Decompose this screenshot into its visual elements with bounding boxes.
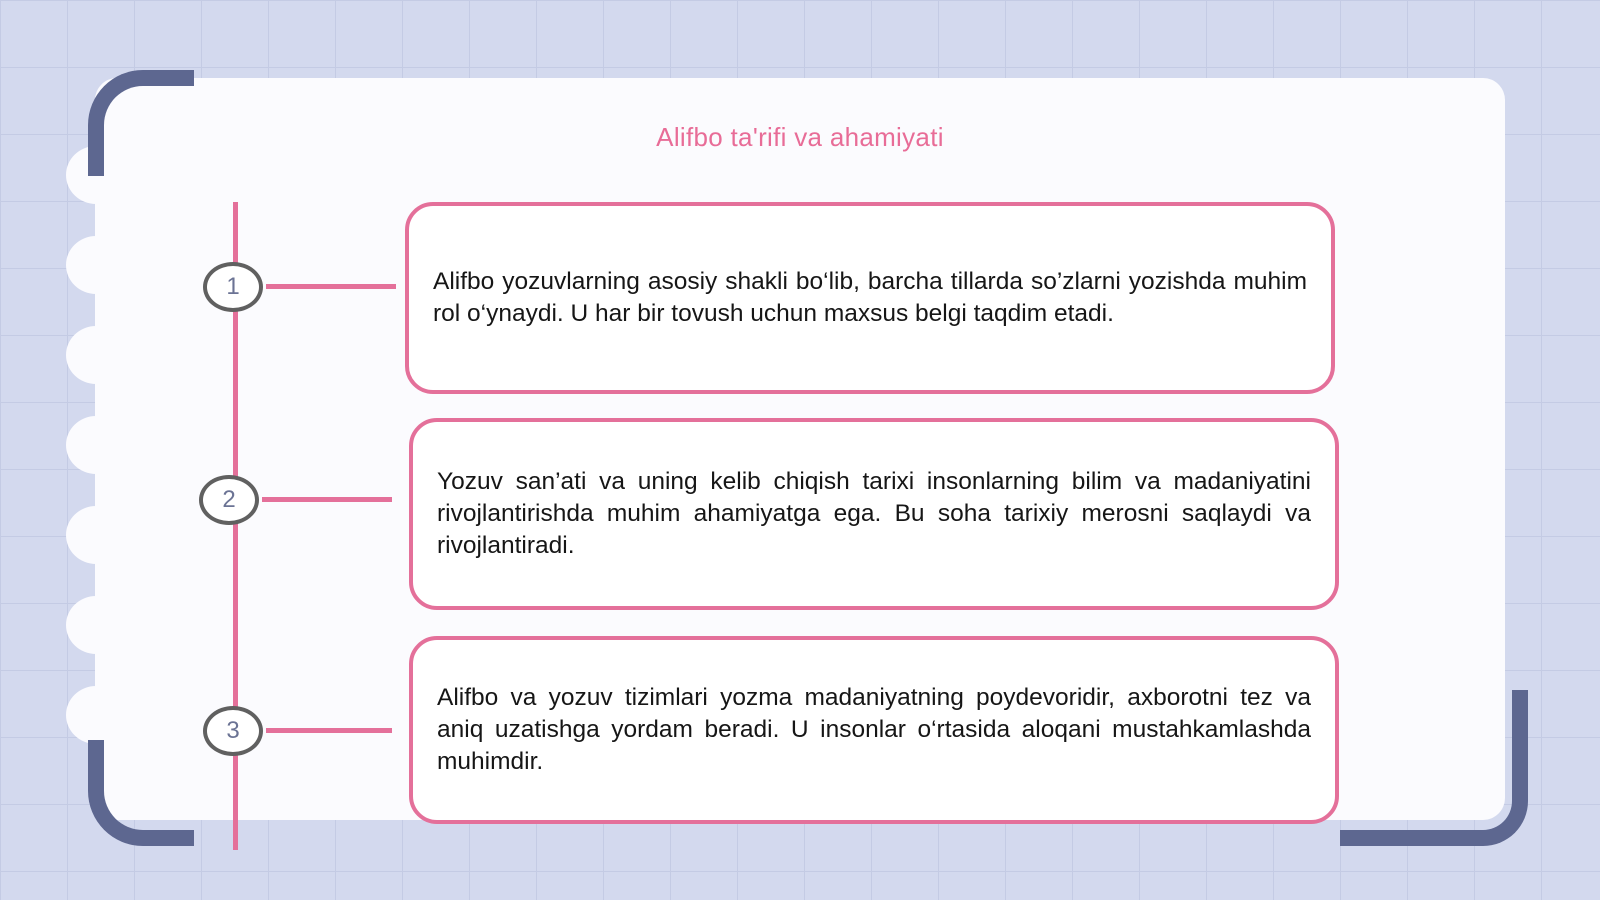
step-number: 3	[226, 717, 240, 744]
step-text-box	[409, 418, 1339, 610]
notebook-scallop	[66, 506, 126, 564]
step-text: Yozuv san’ati va uning kelib chiqish tarixi insonlarning bilim va madaniyatini rivojlantirishda muhim ahamiyatga ega. Bu soha tarixiy merosni saqlaydi va rivojlantiradi.	[437, 468, 1311, 559]
corner-bracket-bottom-left	[88, 740, 194, 846]
notebook-scallop	[66, 596, 126, 654]
corner-bracket-bottom-right	[1340, 690, 1528, 846]
step-text-box	[409, 636, 1339, 824]
notebook-scallop	[66, 416, 126, 474]
step-number-circle	[203, 706, 263, 756]
notebook-scallop	[66, 686, 126, 744]
step-text: Alifbo yozuvlarning asosiy shakli bo‘lib, barcha tillarda so’zlarni yozishda muhim rol o‘ynaydi. U har bir tovush uchun maxsus belgi taqdim etadi.	[433, 268, 1307, 327]
timeline-connector	[262, 497, 392, 502]
step-number-circle	[199, 475, 259, 525]
step-number-circle	[203, 262, 263, 312]
step-text-box	[405, 202, 1335, 394]
step-number: 2	[222, 486, 236, 513]
timeline-connector	[266, 284, 396, 289]
timeline-connector	[266, 728, 392, 733]
slide-title: Alifbo ta'rifi va ahamiyati	[656, 122, 944, 152]
step-number: 1	[226, 273, 240, 300]
corner-bracket-top-left	[88, 70, 194, 176]
notebook-scallop	[66, 236, 126, 294]
step-text: Alifbo va yozuv tizimlari yozma madaniyatning poydevoridir, axborotni tez va aniq uzatishga yordam beradi. U insonlar o‘rtasida aloqani mustahkamlashda muhimdir.	[437, 684, 1311, 775]
notebook-scallop	[66, 326, 126, 384]
